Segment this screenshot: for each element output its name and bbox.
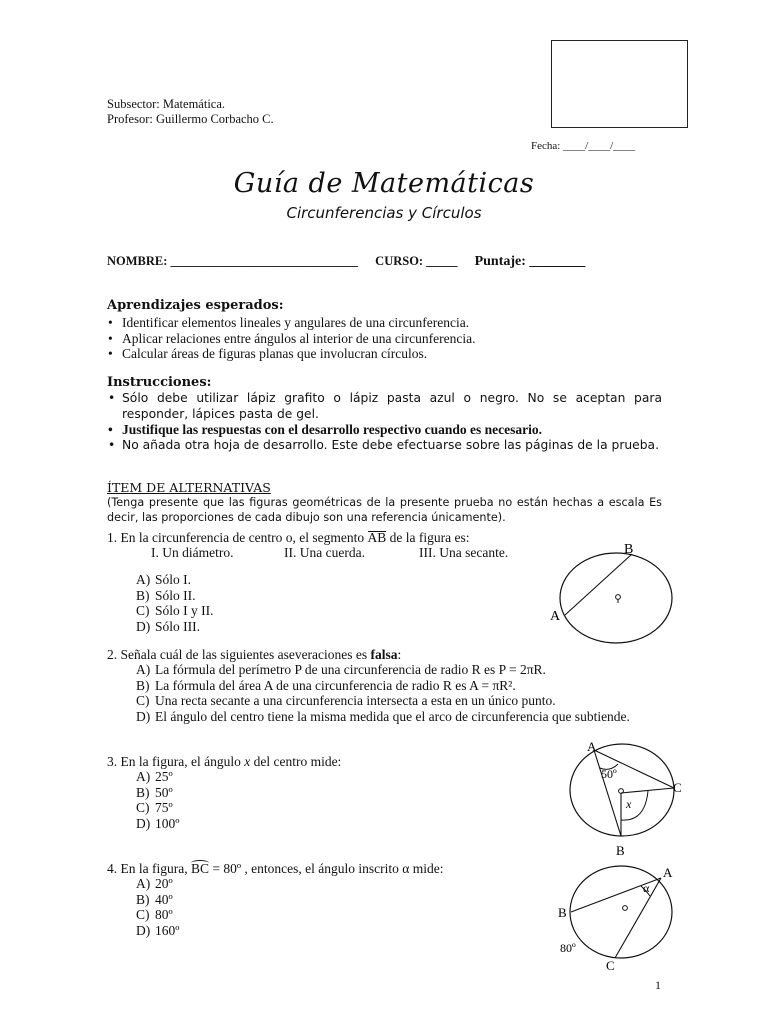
label-a: A (663, 865, 673, 880)
page-title: Guía de Matemáticas (233, 168, 535, 199)
label-c: C (606, 958, 615, 973)
photo-box (551, 40, 688, 128)
question-2-options (136, 662, 663, 724)
question-1-prompt: 1. En la circunferencia de centro o, el segmento AB de la figura es: (107, 530, 470, 545)
option-item[interactable]: D) 100º (136, 815, 180, 831)
option-item[interactable]: B) 50º (136, 784, 173, 800)
page-number: 1 (655, 978, 661, 992)
center-point (623, 906, 628, 911)
label-x: x (626, 797, 632, 811)
fecha-field: Fecha: ____/____/____ (531, 140, 636, 152)
label-a: A (550, 609, 561, 624)
option-item[interactable]: B) La fórmula del área A de una circunferencia de radio R es A = πR². (136, 677, 516, 693)
aprendizajes-list (107, 315, 662, 362)
label-b: B (558, 905, 567, 920)
subsector-label: Subsector: Matemática. (107, 97, 226, 111)
option-item[interactable]: A) Sólo I. (136, 572, 192, 587)
label-b: B (624, 542, 634, 557)
list-item: • Calcular áreas de figuras planas que involucran círculos. (107, 346, 662, 362)
label-arc: 80º (560, 941, 576, 955)
option-item[interactable]: D) Sólo III. (136, 618, 200, 634)
label-alpha: α (643, 881, 650, 895)
instrucciones-heading: Instrucciones: (107, 375, 212, 390)
puntaje-field: Puntaje: ________ (474, 254, 586, 269)
label-b: B (616, 843, 625, 858)
question-2-prompt: 2. Señala cuál de las siguientes aseveraciones es falsa: (107, 647, 402, 662)
option-item[interactable]: C) Sólo I y II. (136, 603, 214, 618)
scale-note: (Tenga presente que las figuras geométricas de la presente prueba no están hechas a escala Es decir, las proporciones de cada dibujo son una referencia únicamente). (107, 496, 662, 524)
option-item[interactable]: D) El ángulo del centro tiene la misma medida que el arco de circunferencia que subtiende. (136, 708, 630, 724)
page-subtitle: Circunferencias y Círculos (286, 204, 482, 222)
question-3-prompt: 3. En la figura, el ángulo x del centro mide: (107, 754, 342, 769)
profesor-label: Profesor: Guillermo Corbacho C. (107, 112, 274, 126)
chord-ab (565, 554, 632, 615)
aprendizajes-heading: Aprendizajes esperados: (107, 298, 284, 313)
list-item: • Aplicar relaciones entre ángulos al interior de una circunferencia. (107, 331, 662, 347)
figure-3 (560, 738, 695, 863)
option-item[interactable]: B) 40º (136, 891, 173, 907)
center-point (616, 595, 621, 600)
student-fields (107, 254, 599, 270)
label-angle: 50º (601, 767, 617, 781)
option-item[interactable]: C) 80º (136, 907, 173, 922)
question-4-prompt: 4. En la figura, BC = 80º , entonces, el ángulo inscrito α mide: (107, 861, 444, 876)
option-item[interactable]: B) Sólo II. (136, 587, 196, 603)
list-item: • Justifique las respuestas con el desarrollo respectivo cuando es necesario. (107, 422, 662, 438)
option-item[interactable]: C) 75º (136, 800, 173, 815)
option-item[interactable]: D) 160º (136, 922, 180, 938)
option-item[interactable]: A) 20º (136, 876, 173, 891)
option-item[interactable]: A) 25º (136, 769, 173, 784)
list-item: • No añada otra hoja de desarrollo. Este debe efectuarse sobre las páginas de la prueba. (107, 438, 662, 454)
label-c: C (673, 780, 682, 795)
list-item: • Sólo debe utilizar lápiz grafito o lápiz pasta azul o negro. No se aceptan para responder, lápices pasta de gel. (107, 391, 662, 422)
label-a: A (587, 739, 597, 754)
list-item: • Identificar elementos lineales y angulares de una circunferencia. (107, 315, 662, 331)
instrucciones-list (107, 391, 662, 453)
figure-1 (540, 540, 680, 645)
arc-bc: BC (190, 861, 209, 876)
curso-field: CURSO: _____ (375, 254, 458, 268)
option-item[interactable]: A) La fórmula del perímetro P de una circunferencia de radio R es P = 2πR. (136, 662, 546, 677)
question-1-sub: I. Un diámetro. II. Una cuerda. III. Una secante. (151, 545, 509, 560)
figure-4 (555, 860, 685, 975)
option-item[interactable]: C) Una recta secante a una circunferencia intersecta a esta en un único punto. (136, 693, 556, 708)
nombre-field: NOMBRE: ______________________________ (107, 254, 359, 268)
items-heading: ÍTEM DE ALTERNATIVAS (107, 480, 271, 495)
segment-ab: AB (367, 530, 387, 545)
